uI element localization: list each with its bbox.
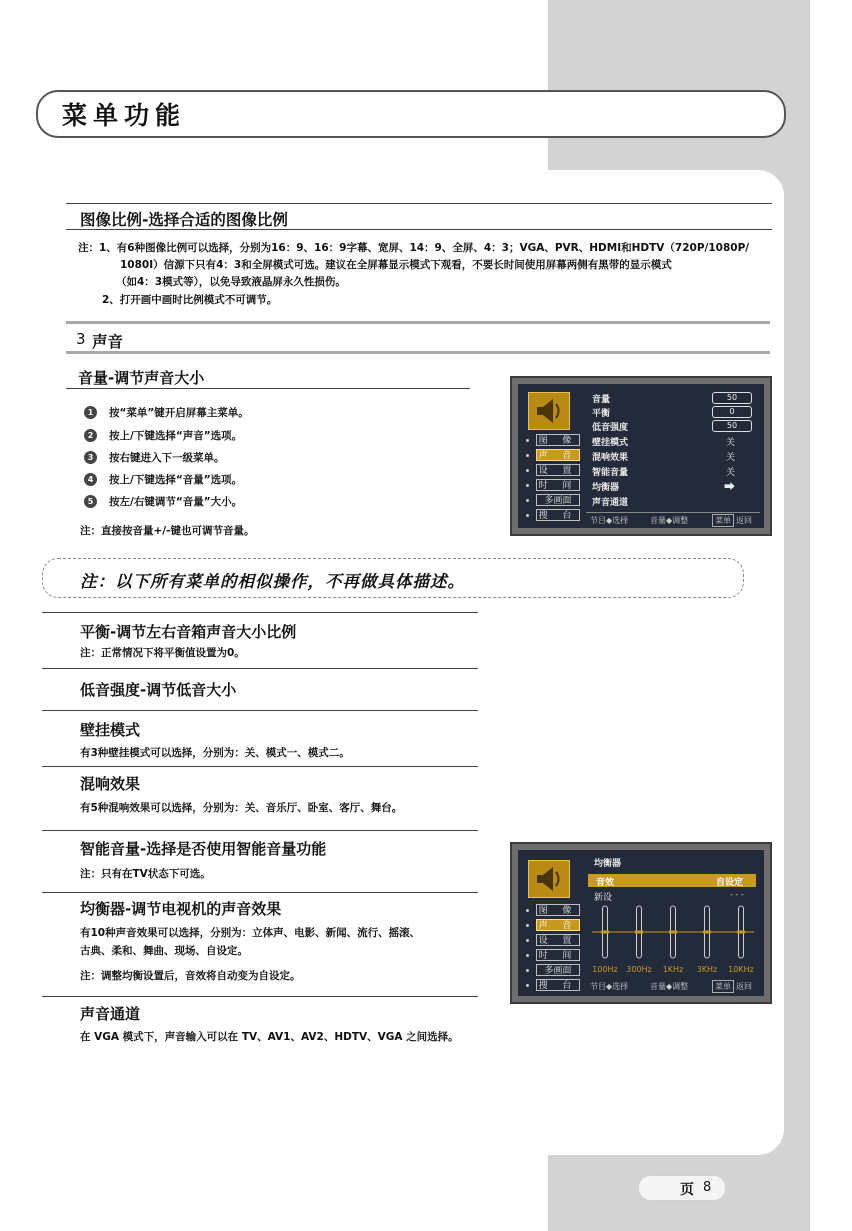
eq-band-label: 100Hz: [592, 965, 618, 974]
eq-mode-row[interactable]: [588, 874, 756, 887]
aspect-note-3: （如4：3模式等），以免导致液晶屏永久性损伤。: [116, 276, 346, 288]
row-label: 混响效果: [592, 453, 629, 463]
eq-band-label: 10KHz: [728, 965, 754, 974]
eq-text-1: 有10种声音效果可以选择，分别为：立体声、电影、新闻、流行、摇滚、: [80, 927, 421, 939]
step-bullet: 5: [84, 495, 97, 508]
row-value[interactable]: 关: [726, 438, 736, 448]
divider: [42, 766, 478, 767]
section-number: 3: [76, 330, 86, 348]
eq-mode-value: 自设定: [716, 878, 744, 888]
menu-item-multi[interactable]: 多画面: [536, 494, 580, 506]
eq-text-2: 古典、柔和、舞曲、现场、自设定。: [80, 945, 248, 957]
step-text: 按上/下键选择“音量”选项。: [109, 474, 243, 486]
smart-volume-heading: 智能音量-选择是否使用智能音量功能: [80, 840, 327, 858]
eq-title: 均衡器: [594, 859, 622, 869]
tv-equalizer: [510, 842, 772, 1004]
divider: [66, 229, 772, 230]
balance-heading: 平衡-调节左右音箱声音大小比例: [80, 623, 297, 641]
step-text: 按“菜单”键开启屏幕主菜单。: [109, 407, 249, 419]
eq-mode-label: 音效: [596, 878, 615, 888]
row-label: 壁挂模式: [592, 438, 629, 448]
row-value[interactable]: 关: [726, 468, 736, 478]
eq-slider-knob[interactable]: [601, 931, 609, 934]
menu-item-picture[interactable]: 图 像: [536, 434, 580, 446]
row-value-box[interactable]: 0: [712, 406, 752, 418]
row-label: 低音强度: [592, 423, 629, 433]
eq-slider-knob[interactable]: [669, 931, 677, 934]
step-text: 按上/下键选择“声音”选项。: [109, 430, 243, 442]
tv-footer-adjust: 音量◆调整: [650, 982, 689, 991]
bass-heading: 低音强度-调节低音大小: [80, 681, 237, 699]
page-label: 页: [680, 1182, 694, 1198]
eq-sub-value: - - -: [730, 890, 744, 899]
tv-footer-back: 返回: [736, 982, 752, 991]
step-1: [84, 405, 249, 420]
arrow-right-icon[interactable]: ⮕: [724, 480, 735, 493]
step-4: [84, 472, 242, 487]
divider: [42, 710, 478, 711]
divider: [42, 830, 478, 831]
row-value-box[interactable]: 50: [712, 392, 752, 404]
menu-item-tuning[interactable]: 搜 台: [536, 979, 580, 991]
step-bullet: 4: [84, 473, 97, 486]
aspect-note-4: 2、打开画中画时比例模式不可调节。: [102, 294, 278, 306]
eq-band-label: 3KHz: [696, 965, 718, 974]
wall-text: 有3种壁挂模式可以选择，分别为：关、模式一、模式二。: [80, 747, 350, 759]
volume-note: 注：直接按音量+/-键也可调节音量。: [80, 525, 255, 537]
menu-item-multi[interactable]: 多画面: [536, 964, 580, 976]
menu-item-picture[interactable]: 图 像: [536, 904, 580, 916]
step-text: 按右键进入下一级菜单。: [109, 452, 225, 464]
section-divider: [66, 321, 770, 324]
reverb-text: 有5种混响效果可以选择，分别为：关、音乐厅、卧室、客厅、舞台。: [80, 802, 403, 814]
tv-footer-select: 节目◆选择: [590, 516, 629, 525]
eq-band-label: 1KHz: [662, 965, 684, 974]
menu-item-setup[interactable]: 设 置: [536, 934, 580, 946]
aspect-note-1: 注：1、有6种图像比例可以选择，分别为16：9、16：9字幕、宽屏、14：9、全屏、4：3；VGA、PVR、HDMI和HDTV（720P/1080P/: [78, 242, 750, 254]
eq-note: 注：调整均衡设置后，音效将自动变为自设定。: [80, 970, 301, 982]
eq-sliders: [588, 902, 758, 974]
wall-heading: 壁挂模式: [80, 721, 141, 739]
step-5: [84, 494, 242, 509]
menu-item-tuning[interactable]: 搜 台: [536, 509, 580, 521]
row-label: 智能音量: [592, 468, 629, 478]
page-title: 菜单功能: [62, 101, 187, 130]
section-divider: [66, 351, 770, 354]
aspect-note-2: 1080I）信源下只有4：3和全屏模式可选。建议在全屏幕显示模式下观看，不要长时间使用屏幕两侧有黑带的显示模式: [120, 259, 672, 271]
row-label: 均衡器: [592, 483, 620, 493]
speaker-icon: [528, 392, 570, 430]
step-3: [84, 450, 225, 465]
row-label: 声音通道: [592, 498, 629, 508]
divider: [42, 996, 478, 997]
step-bullet: 3: [84, 451, 97, 464]
row-label: 音量: [592, 395, 611, 405]
aspect-heading: 图像比例-选择合适的图像比例: [80, 211, 288, 229]
menu-item-time[interactable]: 时 间: [536, 949, 580, 961]
volume-heading: 音量-调节声音大小: [78, 369, 205, 387]
row-value[interactable]: 关: [726, 453, 736, 463]
content-panel: [40, 170, 784, 1155]
divider: [66, 388, 470, 389]
channel-heading: 声音通道: [80, 1005, 141, 1023]
menu-item-setup[interactable]: 设 置: [536, 464, 580, 476]
common-note: 注：以下所有菜单的相似操作，不再做具体描述。: [80, 572, 465, 591]
row-label: 平衡: [592, 409, 611, 419]
divider: [42, 892, 478, 893]
eq-slider-knob[interactable]: [703, 931, 711, 934]
eq-heading: 均衡器-调节电视机的声音效果: [80, 900, 282, 918]
step-bullet: 2: [84, 429, 97, 442]
channel-text: 在 VGA 模式下，声音输入可以在 TV、AV1、AV2、HDTV、VGA 之间选择。: [80, 1031, 459, 1043]
speaker-icon: [528, 860, 570, 898]
tv-footer-select: 节目◆选择: [590, 982, 629, 991]
section-title: 声音: [92, 333, 124, 351]
tv-footer-back: 返回: [736, 516, 752, 525]
eq-band-label: 300Hz: [626, 965, 652, 974]
divider: [586, 512, 760, 513]
eq-slider-knob[interactable]: [635, 931, 643, 934]
smart-volume-note: 注：只有在TV状态下可选。: [80, 868, 211, 880]
divider: [42, 612, 478, 613]
step-text: 按左/右键调节“音量”大小。: [109, 496, 243, 508]
menu-item-sound[interactable]: 声 音: [536, 449, 580, 461]
tv-footer-adjust: 音量◆调整: [650, 516, 689, 525]
step-bullet: 1: [84, 406, 97, 419]
tv-footer-menu-key: 菜单: [712, 980, 734, 993]
divider: [42, 668, 478, 669]
tv-footer-menu-key: 菜单: [712, 514, 734, 527]
eq-slider-knob[interactable]: [737, 931, 745, 934]
divider: [66, 203, 772, 204]
menu-item-sound[interactable]: 声 音: [536, 919, 580, 931]
page-number: 8: [703, 1180, 712, 1195]
menu-item-time[interactable]: 时 间: [536, 479, 580, 491]
step-2: [84, 428, 242, 443]
tv-sound-menu: [510, 376, 772, 536]
reverb-heading: 混响效果: [80, 775, 141, 793]
eq-sub-label: 新设: [594, 893, 613, 903]
balance-note: 注：正常情况下将平衡值设置为0。: [80, 647, 245, 659]
row-value-box[interactable]: 50: [712, 420, 752, 432]
